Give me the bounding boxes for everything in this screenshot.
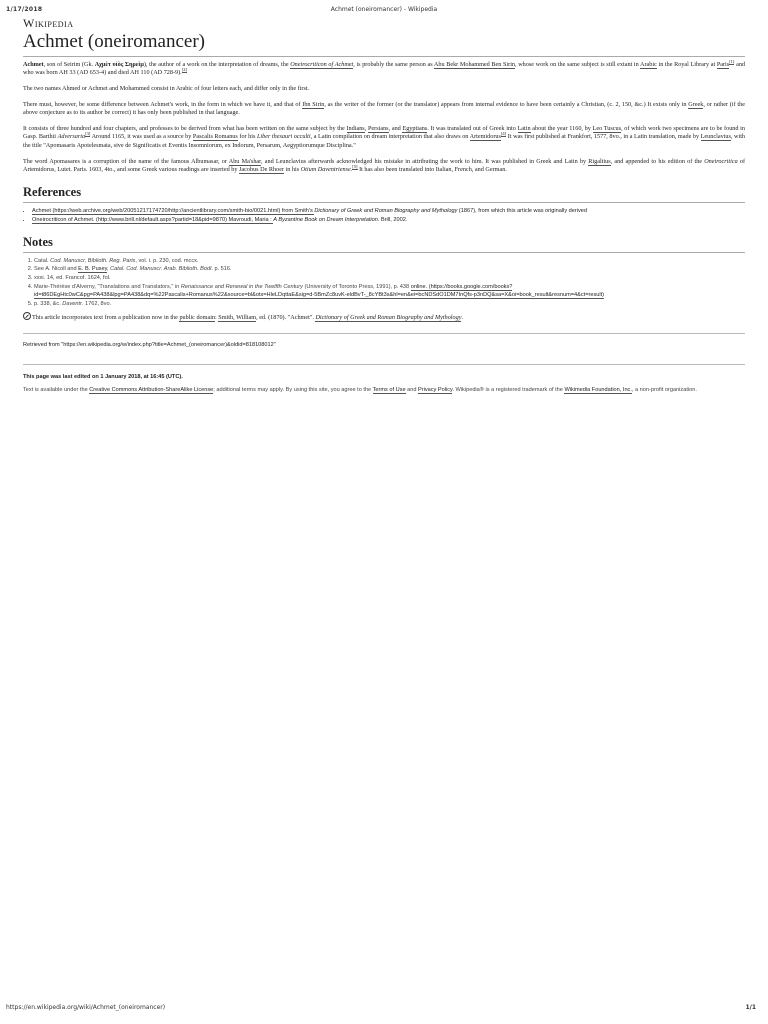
- link-terms-of-use[interactable]: Terms of Use: [372, 386, 406, 393]
- notes-heading: Notes: [23, 235, 745, 253]
- note-item: 1. Catal. Cod. Manuscr, Biblioth. Reg. Paris, vol. i. p. 230, cod. mccx.: [34, 257, 745, 266]
- citation-3[interactable]: [3]: [85, 131, 91, 137]
- license-text: Text is available under the Creative Commons Attribution-ShareAlike License; additional terms may apply. By using this site, you agree to the Terms of Use and Privacy Policy. Wikipedia® is a registered trademark of the Wikimedia Foundation, Inc., a non-profit organization.: [23, 386, 697, 393]
- citation-1[interactable]: [1]: [729, 58, 735, 64]
- subject-name: Achmet: [23, 60, 44, 68]
- link-dictionary[interactable]: Dictionary of Greek and Roman Biography and Mythology: [315, 314, 462, 322]
- note-item: 3. xxxi. 14, ed. Francof. 1624, fol.: [34, 274, 745, 283]
- link-latin[interactable]: Latin: [517, 124, 531, 132]
- references-list: [23, 207, 745, 225]
- link-ibn-sirin-2[interactable]: Ibn Sirin: [302, 100, 325, 108]
- link-rigaltius[interactable]: Rigaltius: [588, 157, 611, 165]
- link-greek[interactable]: Greek: [688, 100, 704, 108]
- page-footer: [23, 364, 745, 395]
- paragraph-1: Achmet, son of Seirim (Gk. Αχμὲτ υἱὸς Σηρεὶμ), the author of a work on the interpretation of dreams, the Oneirocriticon of Achmet, is probably the same person as Abu Bekr Mohammed Ben Sirin, whose work on the same subject is still extant in Arabic in the Royal Library at Paris[1] and who was born AH 33 (AD 653-4) and died AH 110 (AD 728-9).[2]: [23, 58, 746, 77]
- references-heading: References: [23, 185, 745, 203]
- note-item: 4. Marie-Thérèse d'Alverny, "Translations and Translators," in Renaissance and Renewal in the Twelfth Century (University of Toronto Press, 1991), p. 438 online. (https://books.google.com/books?id=t86DEgHtc0wC&pg=PA438&lpg=PA438&dq=%22Pascalis+Romanus%22&source=bl&ots=HleLDqttaE&sig=d-5BmZc8uvK-eldBvT-_8cYBt3s&hl=en&ei=bcNDSdO1DM7InQfs-p3nDQ&sa=X&oi=book_result&resnum=4&ct=result): [34, 283, 745, 300]
- link-pascalis-romanus[interactable]: Pascalis Romanus: [192, 133, 238, 141]
- link-egyptians[interactable]: Egyptians: [402, 124, 428, 132]
- link-arabic[interactable]: Arabic: [640, 60, 657, 68]
- print-footer: [4, 1004, 764, 1014]
- link-jacobus-de-rhoer[interactable]: Jacobus De Rhoer: [239, 166, 285, 174]
- print-page-number: 1/1: [745, 1004, 756, 1011]
- link-public-domain[interactable]: public domain: [179, 314, 216, 322]
- link-persians[interactable]: Persians: [367, 124, 389, 132]
- print-page-title: Achmet (oneiromancer) - Wikipedia: [330, 6, 438, 13]
- citation-2[interactable]: [2]: [181, 67, 187, 73]
- paragraph-4: It consists of three hundred and four chapters, and professes to be derived from what has been written on the same subject by the Indians, Persians, and Egyptians. It was translated out of Greek into Latin about the year 1160, by Leo Tuscus, of which work two specimens are to be found in Gasp. Barthii Adversaria[3] Around 1165, it was used as a source by Pascalis Romanus for his Liber thesauri occulti, a Latin compilation on dream interpretation that also draws on Artemidorus[4] It was first published at Frankfort, 1577, 8vo., in a Latin translation, made by Leunclavius, with the title "Apomasaris Apotelesmata, sive de Significatis et Eventis Insomniorum, ex Indorum, Persarum, Aegyptiorumque Disciplina.": [23, 124, 746, 150]
- greek-name: Αχμὲτ υἱὸς Σηρεὶμ: [94, 60, 144, 68]
- link-indians[interactable]: Indians: [346, 124, 365, 132]
- paragraph-2: The two names Ahmed or Achmet and Mohammed consist in Arabic of four letters each, and differ only in the first.: [23, 85, 310, 93]
- last-edited: This page was last edited on 1 January 2018, at 16:45 (UTC).: [23, 373, 183, 380]
- paragraph-3: There must, however, be some difference between Achmet's work, in the form in which we have it, and that of Ibn Sirin, as the writer of the former (or the translator) appears from internal evidence to have been certainly a Christian, (c. 2, 150, &c.) It exists only in Greek, or rather (if the above conjecture as to its author be correct) it has only been published in that language.: [23, 100, 745, 117]
- link-oneirocriticon[interactable]: Oneirocriticon of Achmet: [290, 60, 354, 68]
- reference-link[interactable]: Achmet (https://web.archive.org/web/20051217174720/http://ancientlibrary.com/smith-bio/0021.html) from Smith's: [32, 207, 315, 214]
- public-domain-attribution: This article incorporates text from a publication now in the public domain: Smith, William, ed. (1870). "Achmet". Dictionary of Greek and Roman Biography and Mythology.: [23, 312, 745, 323]
- citation-4[interactable]: [4]: [500, 131, 507, 137]
- link-paris[interactable]: Paris: [716, 60, 730, 68]
- print-header: [4, 4, 764, 14]
- public-domain-icon: [23, 312, 31, 320]
- link-cc-license[interactable]: Creative Commons Attribution-ShareAlike License: [89, 386, 214, 393]
- article-content: [23, 16, 745, 395]
- reference-item: • Achmet (https://web.archive.org/web/20051217174720/http://ancientlibrary.com/smith-bio/0021.html) from Smith's Dictionary of Greek and Roman Biography and Mythology (1867), from which this article was originally derived: [32, 207, 745, 216]
- citation-5[interactable]: [5]: [352, 164, 358, 170]
- wikipedia-wordmark: Wikipedia: [23, 16, 74, 30]
- retrieved-from: Retrieved from "https://en.wikipedia.org/w/index.php?title=Achmet_(oneiromancer)&oldid=818108012": [23, 333, 745, 348]
- link-wikimedia-foundation[interactable]: Wikimedia Foundation, Inc.: [564, 386, 632, 393]
- link-leo-tuscus[interactable]: Leo Tuscus: [592, 124, 622, 132]
- link-pusey[interactable]: E. B. Pusey: [78, 266, 107, 273]
- print-date: 1/17/2018: [6, 6, 43, 13]
- reference-item: • Oneirocriticon of Achmet. (http://www.brill.nl/default.aspx?partid=18&pid=9870) Mavroudi, Maria : A Byzantine Book on Dream Interpretation. Brill, 2002.: [32, 216, 745, 225]
- link-ibn-sirin[interactable]: Abu Bekr Mohammed Ben Sirin: [433, 60, 516, 68]
- page-title: Achmet (oneiromancer): [23, 32, 745, 57]
- note-item: 5. p. 338, &c. Daventr. 1762, 8vo.: [34, 300, 745, 309]
- notes-list: [23, 257, 745, 309]
- reference-link[interactable]: Oneirocriticon of Achmet. (http://www.brill.nl/default.aspx?partid=18&pid=9870) Mavroudi, Maria :: [32, 216, 274, 223]
- note-item: 2. See A. Nicoll and E. B. Pusey, Catal. Cod. Manuscr. Arab. Biblioth. Bodl. p. 516.: [34, 265, 745, 274]
- link-smith-william[interactable]: Smith, William: [218, 314, 257, 322]
- link-privacy-policy[interactable]: Privacy Policy: [418, 386, 453, 393]
- print-url: https://en.wikipedia.org/wiki/Achmet_(oneiromancer): [6, 1004, 166, 1011]
- link-leunclavius[interactable]: Leunclavius: [700, 133, 731, 141]
- link-artemidorus[interactable]: Artemidorus: [469, 133, 501, 141]
- google-books-link[interactable]: online. (https://books.google.com/books?id=t86DEgHtc0wC&pg=PA438&lpg=PA438&dq=%22Pascalis+Romanus%22&source=bl&ots=HleLDqttaE&sig=d-5BmZc8uvK-eldBvT-_8cYBt3s&hl=en&ei=bcNDSdO1DM7InQfs-p3nDQ&sa=X&oi=book_result&resnum=4&ct=result): [34, 283, 605, 299]
- link-abu-mashar[interactable]: Abu Ma'shar: [228, 157, 261, 165]
- paragraph-5: The word Apomasares is a corruption of the name of the famous Albumasar, or Abu Ma'shar, and Leunclavius afterwards acknowledged his mistake in attributing the work to him. It was published in Greek and Latin by Rigaltius, and appended to his edition of the Oneirocritica of Artemidorus, Lutet. Paris. 1603, 4to., and some Greek various readings are inserted by Jacobus De Rhoer in his Otium Daventriense.[5] It has also been translated into Italian, French, and German.: [23, 157, 746, 174]
